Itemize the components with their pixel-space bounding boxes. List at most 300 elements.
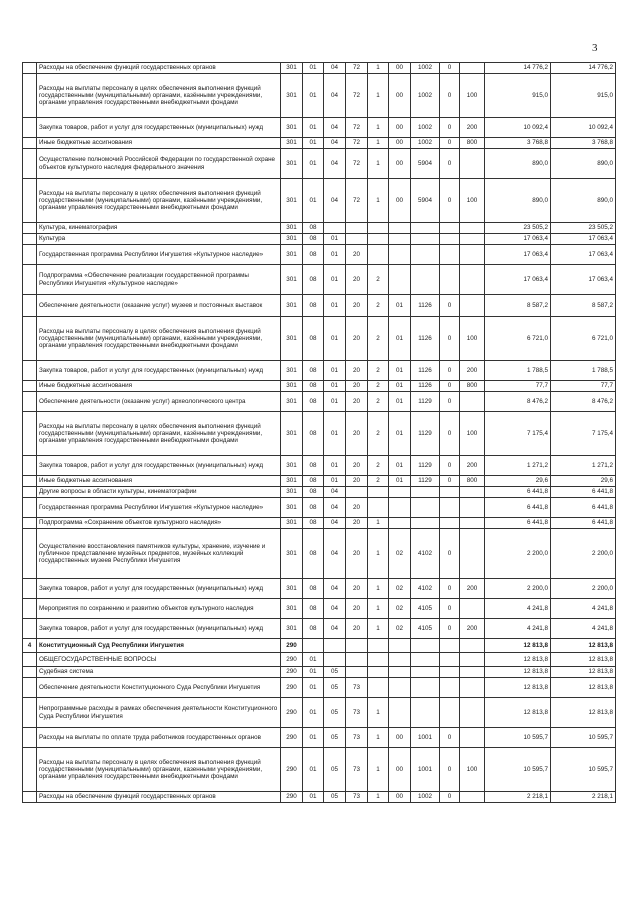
amount-total-cell: 890,0: [551, 179, 616, 223]
expense-type-cell: [460, 392, 485, 412]
table-row: [23, 792, 616, 803]
grbs-code-cell: 290: [281, 667, 303, 678]
row-number-cell: [23, 74, 37, 118]
grbs-code-cell: 301: [281, 579, 303, 599]
row-number-cell: [23, 381, 37, 392]
amount-total-cell: 12 813,8: [551, 698, 616, 728]
item-name-cell: Государственная программа Республики Ингушетия «Культурное наследие»: [37, 498, 281, 518]
amount-cell: 2 218,1: [485, 792, 551, 803]
subprogram-code-cell: [368, 245, 389, 265]
table-row: [23, 667, 616, 678]
table-row: [23, 579, 616, 599]
item-name-cell: Иные бюджетные ассигнования: [37, 476, 281, 487]
subsection-code-cell: 04: [324, 138, 346, 149]
subsection-code-cell: 01: [324, 412, 346, 456]
table-row: [23, 234, 616, 245]
section-code-cell: 08: [303, 245, 324, 265]
program-code-cell: [346, 639, 368, 653]
subprogram-code-cell: 1: [368, 698, 389, 728]
section-code-cell: 08: [303, 381, 324, 392]
program-code-cell: 20: [346, 317, 368, 361]
section-code-cell: 08: [303, 234, 324, 245]
subsection-code-cell: 05: [324, 698, 346, 728]
activity-code-cell: 01: [389, 295, 411, 317]
grbs-code-cell: 301: [281, 149, 303, 179]
activity-code-cell: 00: [389, 63, 411, 74]
amount-cell: 2 200,0: [485, 529, 551, 579]
program-code-cell: 73: [346, 728, 368, 748]
grbs-code-cell: 301: [281, 529, 303, 579]
activity-code-cell: 01: [389, 392, 411, 412]
section-code-cell: [303, 639, 324, 653]
program-code-cell: 20: [346, 518, 368, 529]
program-code-cell: [346, 487, 368, 498]
amount-total-cell: 2 200,0: [551, 529, 616, 579]
activity-code-cell: 00: [389, 748, 411, 792]
activity-code-cell: [389, 487, 411, 498]
row-number-cell: [23, 476, 37, 487]
expense-type-cell: [460, 678, 485, 698]
table-row: [23, 476, 616, 487]
grbs-code-cell: 290: [281, 792, 303, 803]
section-code-cell: 08: [303, 579, 324, 599]
amount-cell: 17 063,4: [485, 245, 551, 265]
direction-code-cell: 1002: [411, 138, 440, 149]
activity-code-cell: 00: [389, 179, 411, 223]
table-row: [23, 118, 616, 138]
activity-code-cell: 02: [389, 599, 411, 619]
subsection-code-cell: 04: [324, 579, 346, 599]
activity-code-cell: 01: [389, 361, 411, 381]
amount-cell: 29,6: [485, 476, 551, 487]
activity-code-cell: 00: [389, 138, 411, 149]
budget-table: [22, 62, 616, 803]
amount-total-cell: 10 595,7: [551, 748, 616, 792]
section-code-cell: 01: [303, 667, 324, 678]
table-row: [23, 265, 616, 295]
item-name-cell: Конституционный Суд Республики Ингушетия: [37, 639, 281, 653]
grbs-code-cell: 301: [281, 179, 303, 223]
item-name-cell: Подпрограмма «Обеспечение реализации государственной программы Республики Ингушетия «Культурное наследие»: [37, 265, 281, 295]
amount-cell: 23 505,2: [485, 223, 551, 234]
direction-suffix-cell: 0: [440, 361, 460, 381]
grbs-code-cell: 290: [281, 639, 303, 653]
subsection-code-cell: 04: [324, 487, 346, 498]
item-name-cell: Закупка товаров, работ и услуг для государственных (муниципальных) нужд: [37, 456, 281, 476]
program-code-cell: 73: [346, 698, 368, 728]
table-row: [23, 245, 616, 265]
page-number: 3: [592, 42, 598, 54]
grbs-code-cell: 301: [281, 295, 303, 317]
grbs-code-cell: 301: [281, 245, 303, 265]
direction-suffix-cell: 0: [440, 792, 460, 803]
row-number-cell: [23, 317, 37, 361]
subprogram-code-cell: [368, 234, 389, 245]
direction-code-cell: 1002: [411, 118, 440, 138]
direction-code-cell: 5904: [411, 179, 440, 223]
amount-cell: 14 776,2: [485, 63, 551, 74]
direction-code-cell: 1001: [411, 728, 440, 748]
direction-code-cell: 1129: [411, 456, 440, 476]
amount-total-cell: 12 813,8: [551, 639, 616, 653]
amount-cell: 4 241,8: [485, 619, 551, 639]
section-code-cell: 08: [303, 317, 324, 361]
subprogram-code-cell: 1: [368, 63, 389, 74]
section-code-cell: 08: [303, 619, 324, 639]
grbs-code-cell: 290: [281, 678, 303, 698]
direction-code-cell: 4102: [411, 529, 440, 579]
subprogram-code-cell: [368, 653, 389, 667]
program-code-cell: 72: [346, 74, 368, 118]
section-code-cell: 08: [303, 599, 324, 619]
direction-suffix-cell: [440, 518, 460, 529]
direction-code-cell: [411, 245, 440, 265]
amount-cell: 1 788,5: [485, 361, 551, 381]
amount-cell: 6 441,8: [485, 487, 551, 498]
grbs-code-cell: 301: [281, 392, 303, 412]
row-number-cell: 4: [23, 639, 37, 653]
grbs-code-cell: 301: [281, 74, 303, 118]
expense-type-cell: 200: [460, 619, 485, 639]
program-code-cell: 72: [346, 149, 368, 179]
activity-code-cell: [389, 223, 411, 234]
amount-total-cell: 6 441,8: [551, 518, 616, 529]
table-row: [23, 381, 616, 392]
amount-total-cell: 77,7: [551, 381, 616, 392]
amount-total-cell: 1 788,5: [551, 361, 616, 381]
item-name-cell: Обеспечение деятельности (оказание услуг) музеев и постоянных выставок: [37, 295, 281, 317]
activity-code-cell: 02: [389, 529, 411, 579]
program-code-cell: 20: [346, 245, 368, 265]
direction-code-cell: [411, 265, 440, 295]
row-number-cell: [23, 392, 37, 412]
amount-total-cell: 17 063,4: [551, 245, 616, 265]
direction-suffix-cell: 0: [440, 179, 460, 223]
expense-type-cell: [460, 149, 485, 179]
activity-code-cell: 02: [389, 619, 411, 639]
section-code-cell: 08: [303, 456, 324, 476]
amount-cell: 77,7: [485, 381, 551, 392]
expense-type-cell: 100: [460, 748, 485, 792]
direction-code-cell: [411, 223, 440, 234]
expense-type-cell: [460, 63, 485, 74]
grbs-code-cell: 301: [281, 265, 303, 295]
expense-type-cell: [460, 487, 485, 498]
grbs-code-cell: 301: [281, 599, 303, 619]
item-name-cell: ОБЩЕГОСУДАРСТВЕННЫЕ ВОПРОСЫ: [37, 653, 281, 667]
amount-cell: 6 721,0: [485, 317, 551, 361]
table-row: [23, 63, 616, 74]
section-code-cell: 01: [303, 653, 324, 667]
direction-code-cell: [411, 498, 440, 518]
subsection-code-cell: 04: [324, 599, 346, 619]
amount-total-cell: 14 776,2: [551, 63, 616, 74]
expense-type-cell: [460, 234, 485, 245]
activity-code-cell: [389, 667, 411, 678]
direction-code-cell: [411, 487, 440, 498]
activity-code-cell: 00: [389, 792, 411, 803]
row-number-cell: [23, 63, 37, 74]
table-row: [23, 529, 616, 579]
activity-code-cell: [389, 518, 411, 529]
expense-type-cell: 100: [460, 317, 485, 361]
expense-type-cell: [460, 295, 485, 317]
program-code-cell: 73: [346, 748, 368, 792]
subprogram-code-cell: [368, 498, 389, 518]
program-code-cell: 72: [346, 179, 368, 223]
amount-total-cell: 12 813,8: [551, 667, 616, 678]
subsection-code-cell: 01: [324, 295, 346, 317]
subsection-code-cell: 01: [324, 361, 346, 381]
direction-code-cell: 1129: [411, 476, 440, 487]
grbs-code-cell: 301: [281, 381, 303, 392]
subsection-code-cell: 05: [324, 667, 346, 678]
direction-suffix-cell: 0: [440, 149, 460, 179]
direction-code-cell: 1001: [411, 748, 440, 792]
direction-suffix-cell: 0: [440, 412, 460, 456]
amount-total-cell: 4 241,8: [551, 599, 616, 619]
row-number-cell: [23, 599, 37, 619]
subsection-code-cell: 01: [324, 317, 346, 361]
item-name-cell: Расходы на выплаты персоналу в целях обеспечения выполнения функций государственными (муниципальными) органами, казёнными учреждениями, органами управления государственными внебюджетными фондами: [37, 317, 281, 361]
grbs-code-cell: 301: [281, 138, 303, 149]
table-row: [23, 678, 616, 698]
program-code-cell: 72: [346, 118, 368, 138]
program-code-cell: 20: [346, 295, 368, 317]
amount-total-cell: 23 505,2: [551, 223, 616, 234]
subsection-code-cell: 04: [324, 118, 346, 138]
subsection-code-cell: 04: [324, 74, 346, 118]
subsection-code-cell: 05: [324, 728, 346, 748]
amount-cell: 3 768,8: [485, 138, 551, 149]
direction-suffix-cell: [440, 639, 460, 653]
activity-code-cell: 00: [389, 728, 411, 748]
direction-suffix-cell: [440, 698, 460, 728]
subsection-code-cell: 04: [324, 149, 346, 179]
table-row: [23, 728, 616, 748]
direction-suffix-cell: [440, 653, 460, 667]
grbs-code-cell: 301: [281, 498, 303, 518]
table-row: [23, 223, 616, 234]
activity-code-cell: 00: [389, 74, 411, 118]
row-number-cell: [23, 234, 37, 245]
grbs-code-cell: 290: [281, 748, 303, 792]
subprogram-code-cell: 1: [368, 599, 389, 619]
item-name-cell: Государственная программа Республики Ингушетия «Культурное наследие»: [37, 245, 281, 265]
expense-type-cell: 200: [460, 456, 485, 476]
row-number-cell: [23, 728, 37, 748]
subprogram-code-cell: [368, 487, 389, 498]
item-name-cell: Закупка товаров, работ и услуг для государственных (муниципальных) нужд: [37, 361, 281, 381]
table-row: [23, 639, 616, 653]
subsection-code-cell: 01: [324, 245, 346, 265]
amount-total-cell: 12 813,8: [551, 653, 616, 667]
subprogram-code-cell: 2: [368, 392, 389, 412]
grbs-code-cell: 301: [281, 476, 303, 487]
amount-total-cell: 2 218,1: [551, 792, 616, 803]
subprogram-code-cell: [368, 678, 389, 698]
table-row: [23, 295, 616, 317]
direction-suffix-cell: 0: [440, 138, 460, 149]
subsection-code-cell: 01: [324, 456, 346, 476]
item-name-cell: Мероприятия по сохранению и развитию объектов культурного наследия: [37, 599, 281, 619]
program-code-cell: 20: [346, 392, 368, 412]
amount-cell: 17 063,4: [485, 265, 551, 295]
direction-suffix-cell: 0: [440, 118, 460, 138]
amount-cell: 10 092,4: [485, 118, 551, 138]
row-number-cell: [23, 792, 37, 803]
table-row: [23, 487, 616, 498]
item-name-cell: Иные бюджетные ассигнования: [37, 138, 281, 149]
table-row: [23, 599, 616, 619]
subsection-code-cell: 04: [324, 529, 346, 579]
activity-code-cell: 01: [389, 476, 411, 487]
direction-suffix-cell: 0: [440, 599, 460, 619]
amount-total-cell: 915,0: [551, 74, 616, 118]
program-code-cell: 20: [346, 529, 368, 579]
table-row: [23, 698, 616, 728]
direction-code-cell: 1002: [411, 792, 440, 803]
program-code-cell: 20: [346, 412, 368, 456]
item-name-cell: Непрограммные расходы в рамках обеспечения деятельности Конституционного Суда Республики Ингушетия: [37, 698, 281, 728]
section-code-cell: 08: [303, 265, 324, 295]
amount-total-cell: 8 476,2: [551, 392, 616, 412]
subprogram-code-cell: 1: [368, 579, 389, 599]
subprogram-code-cell: 1: [368, 529, 389, 579]
direction-code-cell: [411, 667, 440, 678]
amount-cell: 12 813,8: [485, 653, 551, 667]
program-code-cell: [346, 667, 368, 678]
direction-code-cell: 1002: [411, 74, 440, 118]
activity-code-cell: [389, 698, 411, 728]
amount-total-cell: 8 587,2: [551, 295, 616, 317]
subprogram-code-cell: 1: [368, 518, 389, 529]
item-name-cell: Расходы на выплаты персоналу в целях обеспечения выполнения функций государственными (муниципальными) органами, казёнными учреждениями, органами управления государственными внебюджетными фондами: [37, 179, 281, 223]
section-code-cell: 08: [303, 518, 324, 529]
program-code-cell: 20: [346, 498, 368, 518]
table-row: [23, 392, 616, 412]
direction-suffix-cell: 0: [440, 619, 460, 639]
activity-code-cell: 00: [389, 149, 411, 179]
amount-total-cell: 17 063,4: [551, 234, 616, 245]
amount-cell: 8 476,2: [485, 392, 551, 412]
row-number-cell: [23, 118, 37, 138]
subprogram-code-cell: 2: [368, 456, 389, 476]
direction-suffix-cell: 0: [440, 579, 460, 599]
subprogram-code-cell: 2: [368, 317, 389, 361]
grbs-code-cell: 301: [281, 118, 303, 138]
row-number-cell: [23, 653, 37, 667]
table-row: [23, 74, 616, 118]
direction-code-cell: 1126: [411, 381, 440, 392]
amount-total-cell: 6 441,8: [551, 487, 616, 498]
table-row: [23, 456, 616, 476]
amount-cell: 2 200,0: [485, 579, 551, 599]
expense-type-cell: [460, 265, 485, 295]
activity-code-cell: [389, 265, 411, 295]
activity-code-cell: [389, 678, 411, 698]
direction-suffix-cell: 0: [440, 295, 460, 317]
expense-type-cell: 800: [460, 138, 485, 149]
amount-total-cell: 12 813,8: [551, 678, 616, 698]
program-code-cell: 20: [346, 619, 368, 639]
subprogram-code-cell: 2: [368, 361, 389, 381]
subprogram-code-cell: 1: [368, 179, 389, 223]
subprogram-code-cell: 2: [368, 412, 389, 456]
program-code-cell: [346, 653, 368, 667]
subsection-code-cell: 01: [324, 234, 346, 245]
grbs-code-cell: 301: [281, 63, 303, 74]
expense-type-cell: [460, 653, 485, 667]
item-name-cell: Культура: [37, 234, 281, 245]
grbs-code-cell: 301: [281, 619, 303, 639]
grbs-code-cell: 301: [281, 234, 303, 245]
direction-suffix-cell: 0: [440, 63, 460, 74]
grbs-code-cell: 301: [281, 456, 303, 476]
expense-type-cell: [460, 498, 485, 518]
activity-code-cell: [389, 498, 411, 518]
table-row: [23, 498, 616, 518]
expense-type-cell: 200: [460, 118, 485, 138]
expense-type-cell: 100: [460, 179, 485, 223]
direction-suffix-cell: 0: [440, 381, 460, 392]
direction-code-cell: 1126: [411, 317, 440, 361]
item-name-cell: Подпрограмма «Сохранение объектов культурного наследия»: [37, 518, 281, 529]
item-name-cell: Расходы на обеспечение функций государственных органов: [37, 792, 281, 803]
row-number-cell: [23, 748, 37, 792]
expense-type-cell: [460, 599, 485, 619]
expense-type-cell: [460, 728, 485, 748]
section-code-cell: 01: [303, 179, 324, 223]
row-number-cell: [23, 698, 37, 728]
direction-code-cell: [411, 518, 440, 529]
subprogram-code-cell: 2: [368, 381, 389, 392]
grbs-code-cell: 301: [281, 487, 303, 498]
row-number-cell: [23, 361, 37, 381]
grbs-code-cell: 301: [281, 317, 303, 361]
row-number-cell: [23, 412, 37, 456]
row-number-cell: [23, 138, 37, 149]
direction-code-cell: 4105: [411, 599, 440, 619]
amount-total-cell: 1 271,2: [551, 456, 616, 476]
subprogram-code-cell: 2: [368, 295, 389, 317]
direction-code-cell: [411, 234, 440, 245]
direction-suffix-cell: 0: [440, 392, 460, 412]
grbs-code-cell: 301: [281, 412, 303, 456]
expense-type-cell: 100: [460, 412, 485, 456]
program-code-cell: 73: [346, 792, 368, 803]
direction-suffix-cell: [440, 487, 460, 498]
grbs-code-cell: 290: [281, 698, 303, 728]
program-code-cell: 20: [346, 476, 368, 487]
amount-cell: 890,0: [485, 149, 551, 179]
program-code-cell: 20: [346, 579, 368, 599]
item-name-cell: Осуществление полномочий Российской Федерации по государственной охране объектов культурного наследия федерального значения: [37, 149, 281, 179]
activity-code-cell: 02: [389, 579, 411, 599]
activity-code-cell: 01: [389, 381, 411, 392]
program-code-cell: 20: [346, 381, 368, 392]
table-row: [23, 748, 616, 792]
direction-code-cell: [411, 653, 440, 667]
activity-code-cell: 00: [389, 118, 411, 138]
activity-code-cell: [389, 245, 411, 265]
item-name-cell: Расходы на выплаты персоналу в целях обеспечения выполнения функций государственными (муниципальными) органами, казёнными учреждениями, органами управления государственными внебюджетными фондами: [37, 412, 281, 456]
subprogram-code-cell: 1: [368, 792, 389, 803]
row-number-cell: [23, 245, 37, 265]
item-name-cell: Судебная система: [37, 667, 281, 678]
direction-suffix-cell: 0: [440, 456, 460, 476]
row-number-cell: [23, 518, 37, 529]
